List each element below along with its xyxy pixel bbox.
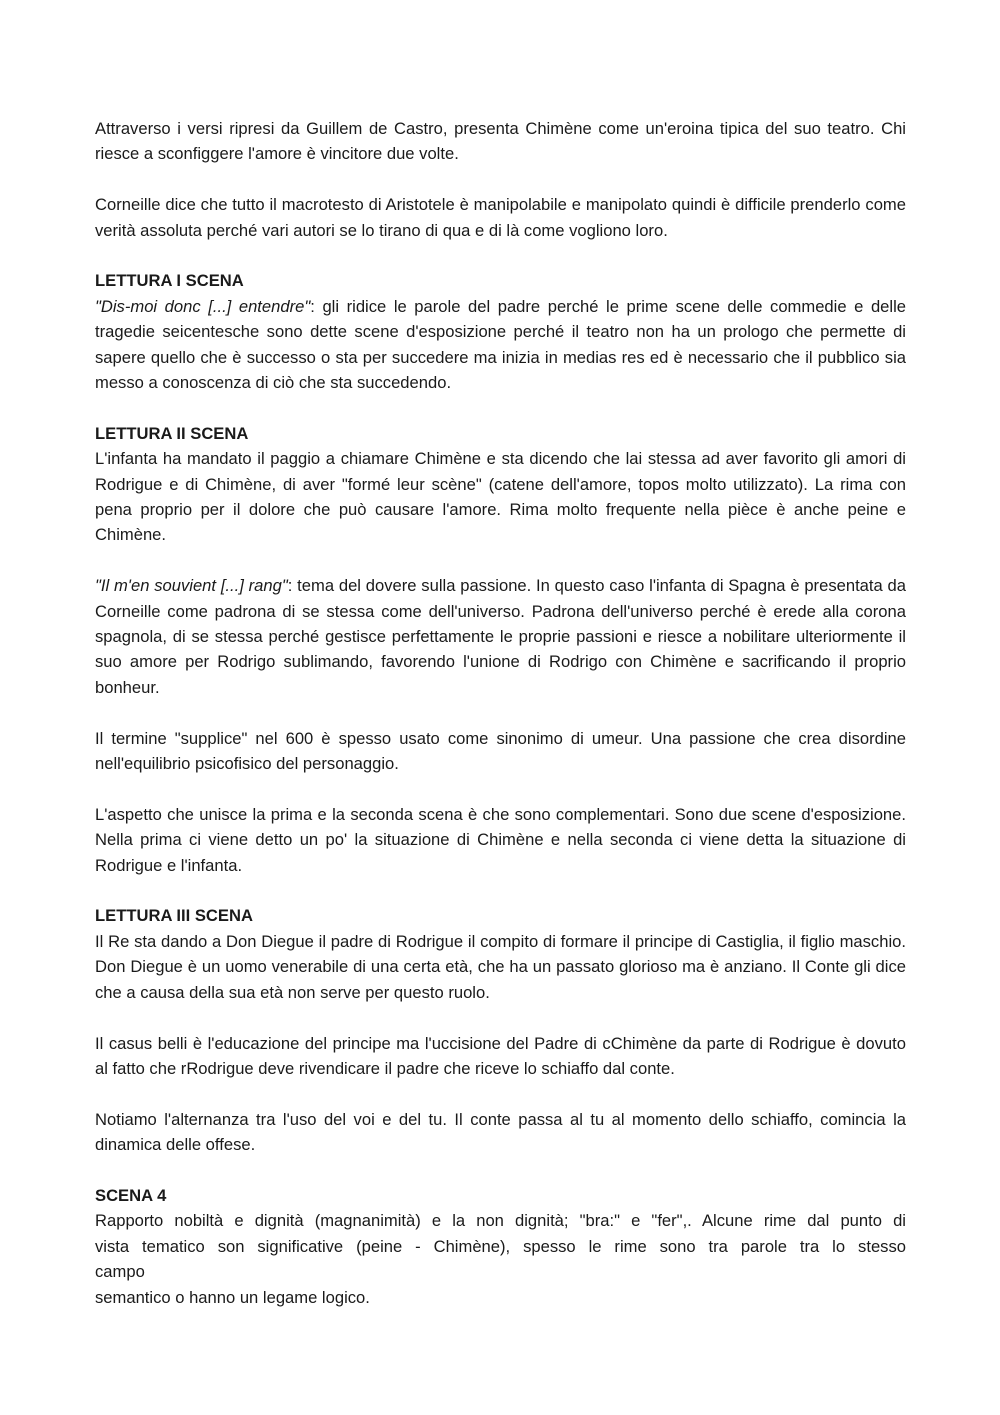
heading-scena-4: SCENA 4 [95,1185,167,1205]
heading-lettura-2: LETTURA II SCENA [95,423,249,443]
paragraph-supplice: Il termine "supplice" nel 600 è spesso usato come sinonimo di umeur. Una passione che crea disordine nell'equilibrio psicofisico del personaggio. [95,728,906,774]
section-lettura-3 [95,903,906,1005]
section-scena-4 [95,1183,906,1310]
paragraph-aristotele: Corneille dice che tutto il macrotesto di Aristotele è manipolabile e manipolato quindi è difficile prenderlo come verità assoluta perché vari autori se lo tirano di qua e di là come vogliono loro. [95,195,906,240]
heading-lettura-3: LETTURA III SCENA [95,906,253,926]
paragraph-voi-tu: Notiamo l'alternanza tra l'uso del voi e del tu. Il conte passa al tu al momento dello schiaffo, comincia la dinamica delle offese. [95,1109,906,1155]
quote-dis-moi: "Dis-moi donc [...] entendre" [95,296,311,316]
paragraph-casus-belli: Il casus belli è l'educazione del principe ma l'uccisione del Padre di cChimène da parte di Rodrigue è dovuto al fatto che rRodrigue deve rivendicare il padre che riceve lo schiaffo dal conte. [95,1033,906,1078]
scena-4-line-1: Rapporto nobiltà e dignità (magnanimità) e la non dignità; "bra:" e "fer",. Alcune rime dal punto di [95,1211,906,1231]
paragraph-souvient [95,573,906,700]
paragraph-lettura-1-text: : gli ridice le parole del padre perché le prime scene delle commedie e delle tragedie seicentesche sono dette scene d'esposizione perché il teatro non ha un prologo che permette di sapere quello che è successo o sta per succedere ma inizia in medias res ed è necessario che il pubblico sia messo a conoscenza di ciò che sta succedendo. [95,296,906,393]
document-page [95,116,906,1310]
heading-lettura-1: LETTURA I SCENA [95,271,244,291]
paragraph-aspetto: L'aspetto che unisce la prima e la seconda scena è che sono complementari. Sono due scene d'esposizione. Nella prima ci viene detto un po' la situazione di Chimène e nella seconda ci viene detta la situazione di Rodrigue e l'infanta. [95,804,906,875]
scena-4-line-2: vista tematico son significative (peine - Chimène), spesso le rime sono tra parole tra lo stesso [95,1236,906,1256]
paragraph-lettura-2-text: L'infanta ha mandato il paggio a chiamare Chimène e sta dicendo che lai stessa ad aver favorito gli amori di Rodrigue e di Chimène, di aver "formé leur scène" (catene dell'amore, topos molto utilizzato). La rima con pena proprio per il dolore che può causare l'amore. Rima molto frequente nella pièce è anche peine e Chimène. [95,449,906,545]
section-lettura-2 [95,421,906,548]
paragraph-castro: Attraverso i versi ripresi da Guillem de Castro, presenta Chimène come un'eroina tipica del suo teatro. Chi riesce a sconfiggere l'amore è vincitore due volte. [95,119,906,164]
paragraph-lettura-3-text: Il Re sta dando a Don Diegue il padre di Rodrigue il compito di formare il principe di Castiglia, il figlio maschio. Don Diegue è un uomo venerabile di una certa età, che ha un passato glorioso ma è anziano. Il Conte gli dice che a causa della sua età non serve per questo ruolo. [95,931,906,1002]
paragraph-souvient-text: : tema del dovere sulla passione. In questo caso l'infanta di Spagna è presentata da Corneille come padrona di se stessa come dell'universo. Padrona dell'universo perché è erede alla corona spagnola, di se stessa perché gestisce perfettamente le proprie passioni e riesce a nobilitare ulteriormente il suo amore per Rodrigo sublimando, favorendo l'unione di Rodrigo con Chimène e sacrificando il proprio bonheur. [95,576,906,697]
quote-souvient: "Il m'en souvient [...] rang" [95,576,288,596]
section-lettura-1 [95,268,906,395]
scena-4-line-4: semantico o hanno un legame logico. [95,1287,370,1307]
scena-4-line-3: campo [95,1262,145,1282]
